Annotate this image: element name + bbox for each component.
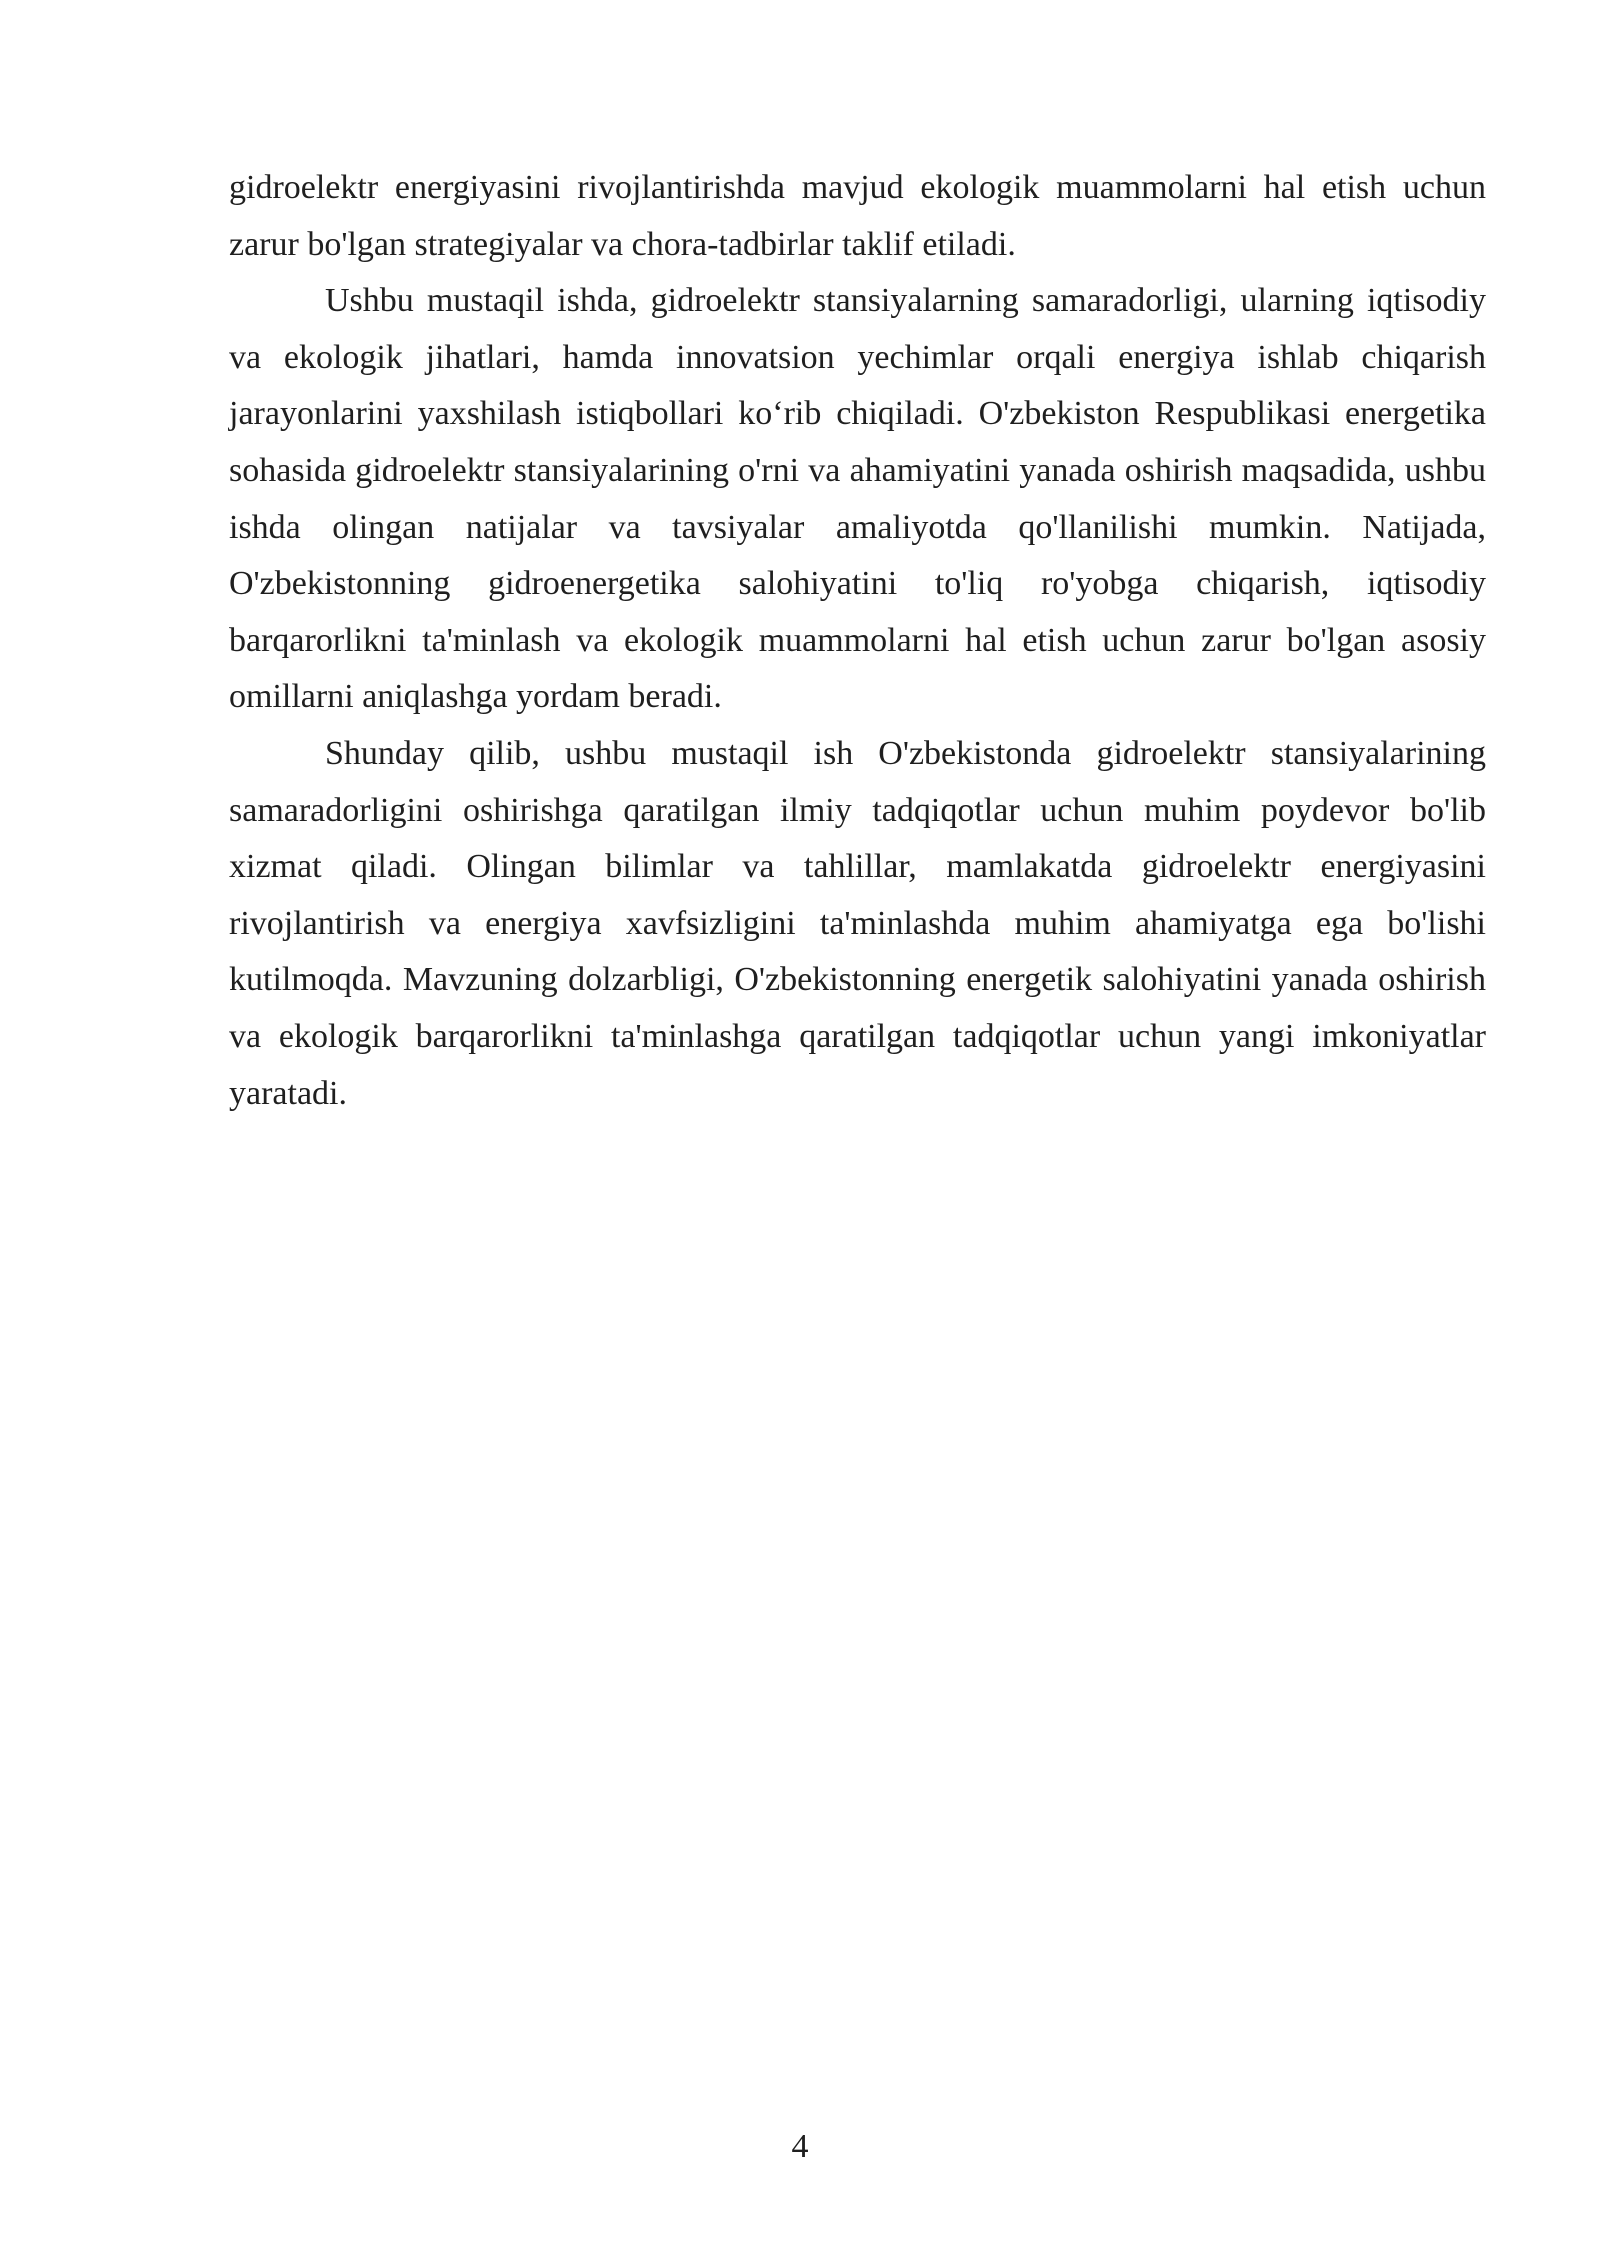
page-number: 4 xyxy=(791,2128,809,2165)
body-text xyxy=(229,160,1486,1122)
paragraph-continuation: gidroelektr energiyasini rivojlantirishda mavjud ekologik muammolarni hal etish uchun zarur bo'lgan strategiyalar va chora-tadbirlar taklif etiladi. xyxy=(229,169,1486,263)
paragraph: Ushbu mustaqil ishda, gidroelektr stansiyalarning samaradorligi, ularning iqtisodiy va ekologik jihatlari, hamda innovatsion yechimlar orqali energiya ishlab chiqarish jarayonlarini yaxshilash istiqbollari ko‘rib chiqiladi. O'zbekiston Respublikasi energetika sohasida gidroelektr stansiyalarining o'rni va ahamiyatini yanada oshirish maqsadida, ushbu ishda olingan natijalar va tavsiyalar amaliyotda qo'llanilishi mumkin. Natijada, O'zbekistonning gidroenergetika salohiyatini to'liq ro'yobga chiqarish, iqtisodiy barqarorlikni ta'minlash va ekologik muammolarni hal etish uchun zarur bo'lgan asosiy omillarni aniqlashga yordam beradi. xyxy=(229,282,1486,716)
paragraph: Shunday qilib, ushbu mustaqil ish O'zbekistonda gidroelektr stansiyalarining samaradorligini oshirishga qaratilgan ilmiy tadqiqotlar uchun muhim poydevor bo'lib xizmat qiladi. Olingan bilimlar va tahlillar, mamlakatda gidroelektr energiyasini rivojlantirish va energiya xavfsizligini ta'minlashda muhim ahamiyatga ega bo'lishi kutilmoqda. Mavzuning dolzarbligi, O'zbekistonning energetik salohiyatini yanada oshirish va ekologik barqarorlikni ta'minlashga qaratilgan tadqiqotlar uchun yangi imkoniyatlar yaratadi. xyxy=(229,734,1486,1112)
